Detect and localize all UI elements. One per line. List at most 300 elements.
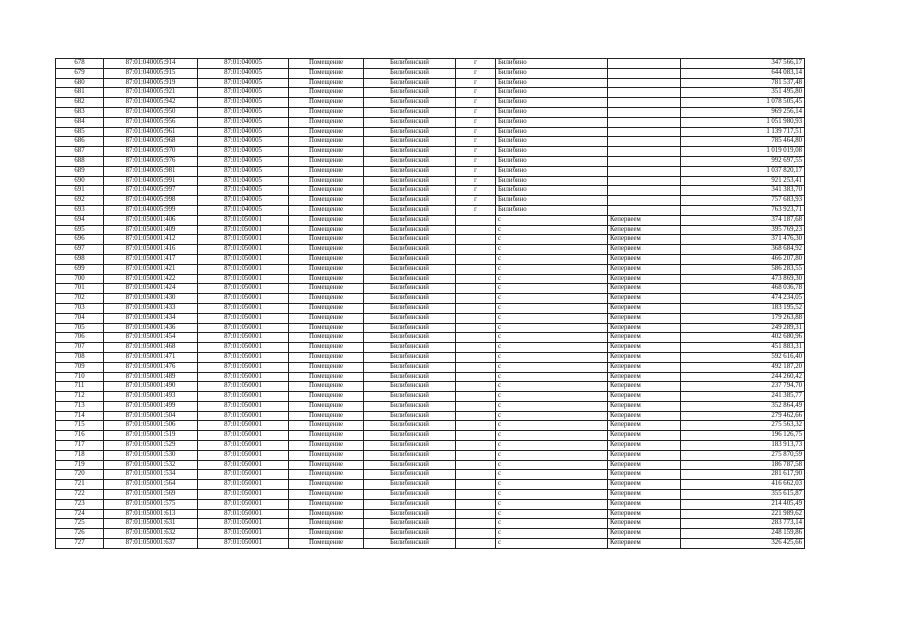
village-name-cell: Кепервеем xyxy=(608,362,681,372)
cadastral-number-cell: 87:01:050001:417 xyxy=(104,254,198,264)
cadastral-value-cell: 644 083,14 xyxy=(681,68,805,78)
cadastral-value-cell: 451 883,31 xyxy=(681,343,805,353)
cadastral-number-cell: 87:01:040005:991 xyxy=(104,176,198,186)
row-number-cell: 711 xyxy=(56,382,104,392)
district-cell: Билибинский xyxy=(364,392,456,402)
cadastral-quarter-cell: 87:01:040005 xyxy=(198,78,289,88)
row-number-cell: 685 xyxy=(56,127,104,137)
village-name-cell: Кепервеем xyxy=(608,431,681,441)
settlement-type-city-cell xyxy=(456,323,496,333)
row-number-cell: 684 xyxy=(56,117,104,127)
village-name-cell xyxy=(608,176,681,186)
cadastral-value-cell: 969 256,14 xyxy=(681,107,805,117)
object-type-cell: Помещение xyxy=(289,88,364,98)
cadastral-value-cell: 992 697,55 xyxy=(681,156,805,166)
settlement-name-city-cell: с xyxy=(496,372,608,382)
village-name-cell: Кепервеем xyxy=(608,509,681,519)
cadastral-quarter-cell: 87:01:050001 xyxy=(198,392,289,402)
settlement-type-city-cell: г xyxy=(456,166,496,176)
district-cell: Билибинский xyxy=(364,98,456,108)
table-row xyxy=(56,186,805,196)
row-number-cell: 689 xyxy=(56,166,104,176)
settlement-name-city-cell: с xyxy=(496,245,608,255)
cadastral-value-cell: 763 923,71 xyxy=(681,205,805,215)
row-number-cell: 710 xyxy=(56,372,104,382)
settlement-name-city-cell: с xyxy=(496,490,608,500)
settlement-name-city-cell: Билибино xyxy=(496,166,608,176)
cadastral-quarter-cell: 87:01:040005 xyxy=(198,156,289,166)
object-type-cell: Помещение xyxy=(289,245,364,255)
district-cell: Билибинский xyxy=(364,480,456,490)
district-cell: Билибинский xyxy=(364,235,456,245)
object-type-cell: Помещение xyxy=(289,205,364,215)
cadastral-value-cell: 592 616,40 xyxy=(681,352,805,362)
district-cell: Билибинский xyxy=(364,441,456,451)
object-type-cell: Помещение xyxy=(289,529,364,539)
cadastral-value-cell: 1 078 505,45 xyxy=(681,98,805,108)
settlement-name-city-cell: с xyxy=(496,284,608,294)
settlement-type-city-cell xyxy=(456,450,496,460)
cadastral-quarter-cell: 87:01:040005 xyxy=(198,176,289,186)
village-name-cell: Кепервеем xyxy=(608,303,681,313)
cadastral-number-cell: 87:01:050001:613 xyxy=(104,509,198,519)
table-row xyxy=(56,137,805,147)
village-name-cell: Кепервеем xyxy=(608,450,681,460)
cadastral-quarter-cell: 87:01:040005 xyxy=(198,117,289,127)
district-cell: Билибинский xyxy=(364,372,456,382)
district-cell: Билибинский xyxy=(364,450,456,460)
table-row xyxy=(56,107,805,117)
cadastral-value-cell: 326 425,66 xyxy=(681,539,805,549)
cadastral-quarter-cell: 87:01:050001 xyxy=(198,411,289,421)
cadastral-number-cell: 87:01:040005:999 xyxy=(104,205,198,215)
table-row xyxy=(56,98,805,108)
table-row xyxy=(56,499,805,509)
object-type-cell: Помещение xyxy=(289,333,364,343)
settlement-type-city-cell xyxy=(456,382,496,392)
cadastral-value-cell: 586 283,55 xyxy=(681,264,805,274)
row-number-cell: 687 xyxy=(56,147,104,157)
settlement-type-city-cell xyxy=(456,372,496,382)
cadastral-quarter-cell: 87:01:050001 xyxy=(198,303,289,313)
row-number-cell: 690 xyxy=(56,176,104,186)
object-type-cell: Помещение xyxy=(289,225,364,235)
settlement-name-city-cell: с xyxy=(496,313,608,323)
district-cell: Билибинский xyxy=(364,362,456,372)
village-name-cell: Кепервеем xyxy=(608,421,681,431)
settlement-name-city-cell: Билибино xyxy=(496,147,608,157)
table-row xyxy=(56,431,805,441)
row-number-cell: 714 xyxy=(56,411,104,421)
district-cell: Билибинский xyxy=(364,529,456,539)
village-name-cell xyxy=(608,59,681,69)
cadastral-quarter-cell: 87:01:040005 xyxy=(198,166,289,176)
settlement-type-city-cell xyxy=(456,333,496,343)
object-type-cell: Помещение xyxy=(289,117,364,127)
village-name-cell: Кепервеем xyxy=(608,274,681,284)
settlement-type-city-cell xyxy=(456,264,496,274)
village-name-cell: Кепервеем xyxy=(608,333,681,343)
settlement-name-city-cell: Билибино xyxy=(496,176,608,186)
table-row xyxy=(56,147,805,157)
village-name-cell: Кепервеем xyxy=(608,441,681,451)
table-row xyxy=(56,323,805,333)
table-body xyxy=(56,59,805,549)
table-row xyxy=(56,509,805,519)
row-number-cell: 725 xyxy=(56,519,104,529)
village-name-cell: Кепервеем xyxy=(608,264,681,274)
settlement-name-city-cell: Билибино xyxy=(496,127,608,137)
table-row xyxy=(56,156,805,166)
row-number-cell: 721 xyxy=(56,480,104,490)
row-number-cell: 696 xyxy=(56,235,104,245)
cadastral-quarter-cell: 87:01:050001 xyxy=(198,441,289,451)
settlement-type-city-cell xyxy=(456,362,496,372)
village-name-cell: Кепервеем xyxy=(608,323,681,333)
cadastral-number-cell: 87:01:040005:921 xyxy=(104,88,198,98)
cadastral-quarter-cell: 87:01:050001 xyxy=(198,264,289,274)
cadastral-number-cell: 87:01:050001:471 xyxy=(104,352,198,362)
village-name-cell: Кепервеем xyxy=(608,382,681,392)
cadastral-quarter-cell: 87:01:050001 xyxy=(198,323,289,333)
district-cell: Билибинский xyxy=(364,147,456,157)
cadastral-number-cell: 87:01:050001:489 xyxy=(104,372,198,382)
cadastral-value-cell: 785 464,80 xyxy=(681,137,805,147)
settlement-name-city-cell: с xyxy=(496,519,608,529)
cadastral-number-cell: 87:01:050001:416 xyxy=(104,245,198,255)
row-number-cell: 682 xyxy=(56,98,104,108)
settlement-type-city-cell xyxy=(456,539,496,549)
village-name-cell: Кепервеем xyxy=(608,254,681,264)
village-name-cell xyxy=(608,147,681,157)
cadastral-value-cell: 351 495,80 xyxy=(681,88,805,98)
village-name-cell: Кепервеем xyxy=(608,215,681,225)
settlement-type-city-cell xyxy=(456,284,496,294)
district-cell: Билибинский xyxy=(364,284,456,294)
settlement-name-city-cell: с xyxy=(496,421,608,431)
settlement-name-city-cell: с xyxy=(496,401,608,411)
cadastral-value-cell: 248 159,86 xyxy=(681,529,805,539)
district-cell: Билибинский xyxy=(364,264,456,274)
village-name-cell: Кепервеем xyxy=(608,225,681,235)
cadastral-quarter-cell: 87:01:050001 xyxy=(198,519,289,529)
object-type-cell: Помещение xyxy=(289,186,364,196)
table-row xyxy=(56,519,805,529)
table-row xyxy=(56,284,805,294)
table-row xyxy=(56,254,805,264)
settlement-type-city-cell: г xyxy=(456,78,496,88)
object-type-cell: Помещение xyxy=(289,382,364,392)
village-name-cell xyxy=(608,107,681,117)
settlement-name-city-cell: с xyxy=(496,352,608,362)
cadastral-number-cell: 87:01:050001:421 xyxy=(104,264,198,274)
district-cell: Билибинский xyxy=(364,156,456,166)
village-name-cell xyxy=(608,78,681,88)
district-cell: Билибинский xyxy=(364,294,456,304)
settlement-name-city-cell: Билибино xyxy=(496,117,608,127)
cadastral-value-cell: 1 019 019,08 xyxy=(681,147,805,157)
cadastral-value-cell: 179 263,88 xyxy=(681,313,805,323)
table-row xyxy=(56,313,805,323)
cadastral-number-cell: 87:01:050001:490 xyxy=(104,382,198,392)
cadastral-value-cell: 374 187,68 xyxy=(681,215,805,225)
table-row xyxy=(56,303,805,313)
cadastral-quarter-cell: 87:01:040005 xyxy=(198,186,289,196)
cadastral-value-cell: 402 680,96 xyxy=(681,333,805,343)
row-number-cell: 724 xyxy=(56,509,104,519)
cadastral-value-cell: 283 773,14 xyxy=(681,519,805,529)
cadastral-quarter-cell: 87:01:040005 xyxy=(198,107,289,117)
row-number-cell: 726 xyxy=(56,529,104,539)
object-type-cell: Помещение xyxy=(289,215,364,225)
row-number-cell: 700 xyxy=(56,274,104,284)
table-row xyxy=(56,264,805,274)
settlement-type-city-cell: г xyxy=(456,137,496,147)
cadastral-quarter-cell: 87:01:050001 xyxy=(198,254,289,264)
cadastral-value-cell: 237 794,70 xyxy=(681,382,805,392)
settlement-name-city-cell: Билибино xyxy=(496,68,608,78)
settlement-type-city-cell xyxy=(456,480,496,490)
cadastral-quarter-cell: 87:01:050001 xyxy=(198,284,289,294)
table-row xyxy=(56,88,805,98)
cadastral-quarter-cell: 87:01:050001 xyxy=(198,450,289,460)
district-cell: Билибинский xyxy=(364,421,456,431)
cadastral-quarter-cell: 87:01:050001 xyxy=(198,539,289,549)
cadastral-number-cell: 87:01:050001:564 xyxy=(104,480,198,490)
table-row xyxy=(56,490,805,500)
object-type-cell: Помещение xyxy=(289,176,364,186)
cadastral-quarter-cell: 87:01:050001 xyxy=(198,421,289,431)
settlement-type-city-cell: г xyxy=(456,176,496,186)
settlement-name-city-cell: с xyxy=(496,225,608,235)
row-number-cell: 692 xyxy=(56,196,104,206)
settlement-name-city-cell: с xyxy=(496,362,608,372)
district-cell: Билибинский xyxy=(364,274,456,284)
object-type-cell: Помещение xyxy=(289,313,364,323)
cadastral-quarter-cell: 87:01:050001 xyxy=(198,401,289,411)
cadastral-number-cell: 87:01:050001:637 xyxy=(104,539,198,549)
cadastral-value-cell: 241 385,77 xyxy=(681,392,805,402)
district-cell: Билибинский xyxy=(364,215,456,225)
row-number-cell: 719 xyxy=(56,460,104,470)
district-cell: Билибинский xyxy=(364,245,456,255)
cadastral-number-cell: 87:01:040005:919 xyxy=(104,78,198,88)
district-cell: Билибинский xyxy=(364,117,456,127)
object-type-cell: Помещение xyxy=(289,450,364,460)
settlement-name-city-cell: Билибино xyxy=(496,98,608,108)
table-row xyxy=(56,127,805,137)
row-number-cell: 708 xyxy=(56,352,104,362)
object-type-cell: Помещение xyxy=(289,107,364,117)
village-name-cell: Кепервеем xyxy=(608,343,681,353)
village-name-cell: Кепервеем xyxy=(608,539,681,549)
table-row xyxy=(56,333,805,343)
village-name-cell: Кепервеем xyxy=(608,313,681,323)
row-number-cell: 691 xyxy=(56,186,104,196)
row-number-cell: 681 xyxy=(56,88,104,98)
village-name-cell: Кепервеем xyxy=(608,480,681,490)
settlement-name-city-cell: Билибино xyxy=(496,196,608,206)
settlement-type-city-cell: г xyxy=(456,127,496,137)
object-type-cell: Помещение xyxy=(289,303,364,313)
object-type-cell: Помещение xyxy=(289,274,364,284)
cadastral-quarter-cell: 87:01:050001 xyxy=(198,431,289,441)
cadastral-number-cell: 87:01:040005:914 xyxy=(104,59,198,69)
settlement-type-city-cell xyxy=(456,274,496,284)
table-row xyxy=(56,117,805,127)
settlement-type-city-cell xyxy=(456,215,496,225)
cadastral-value-cell: 183 913,73 xyxy=(681,441,805,451)
cadastral-quarter-cell: 87:01:050001 xyxy=(198,470,289,480)
cadastral-value-cell: 1 139 717,51 xyxy=(681,127,805,137)
cadastral-number-cell: 87:01:040005:981 xyxy=(104,166,198,176)
cadastral-quarter-cell: 87:01:050001 xyxy=(198,215,289,225)
village-name-cell xyxy=(608,68,681,78)
village-name-cell: Кепервеем xyxy=(608,352,681,362)
cadastral-number-cell: 87:01:050001:468 xyxy=(104,343,198,353)
row-number-cell: 709 xyxy=(56,362,104,372)
cadastral-value-cell: 352 864,49 xyxy=(681,401,805,411)
cadastral-number-cell: 87:01:050001:406 xyxy=(104,215,198,225)
row-number-cell: 716 xyxy=(56,431,104,441)
village-name-cell: Кепервеем xyxy=(608,235,681,245)
object-type-cell: Помещение xyxy=(289,59,364,69)
object-type-cell: Помещение xyxy=(289,98,364,108)
village-name-cell: Кепервеем xyxy=(608,392,681,402)
settlement-name-city-cell: с xyxy=(496,480,608,490)
settlement-type-city-cell xyxy=(456,421,496,431)
district-cell: Билибинский xyxy=(364,343,456,353)
village-name-cell xyxy=(608,127,681,137)
cadastral-number-cell: 87:01:050001:499 xyxy=(104,401,198,411)
cadastral-number-cell: 87:01:050001:529 xyxy=(104,441,198,451)
cadastral-number-cell: 87:01:050001:493 xyxy=(104,392,198,402)
table-row xyxy=(56,59,805,69)
village-name-cell xyxy=(608,156,681,166)
cadastral-number-cell: 87:01:050001:534 xyxy=(104,470,198,480)
table-row xyxy=(56,392,805,402)
object-type-cell: Помещение xyxy=(289,352,364,362)
row-number-cell: 706 xyxy=(56,333,104,343)
object-type-cell: Помещение xyxy=(289,480,364,490)
table-row xyxy=(56,411,805,421)
village-name-cell xyxy=(608,98,681,108)
cadastral-value-cell: 196 126,75 xyxy=(681,431,805,441)
settlement-name-city-cell: Билибино xyxy=(496,137,608,147)
cadastral-number-cell: 87:01:050001:504 xyxy=(104,411,198,421)
village-name-cell: Кепервеем xyxy=(608,401,681,411)
village-name-cell xyxy=(608,186,681,196)
cadastral-number-cell: 87:01:040005:950 xyxy=(104,107,198,117)
row-number-cell: 703 xyxy=(56,303,104,313)
settlement-type-city-cell: г xyxy=(456,98,496,108)
table-row xyxy=(56,274,805,284)
table-row xyxy=(56,352,805,362)
cadastral-value-cell: 341 383,70 xyxy=(681,186,805,196)
settlement-name-city-cell: Билибино xyxy=(496,88,608,98)
table-row xyxy=(56,78,805,88)
settlement-name-city-cell: с xyxy=(496,303,608,313)
settlement-type-city-cell: г xyxy=(456,205,496,215)
settlement-type-city-cell xyxy=(456,303,496,313)
cadastral-value-cell: 281 617,90 xyxy=(681,470,805,480)
settlement-type-city-cell xyxy=(456,313,496,323)
district-cell: Билибинский xyxy=(364,333,456,343)
cadastral-number-cell: 87:01:050001:412 xyxy=(104,235,198,245)
cadastral-number-cell: 87:01:050001:436 xyxy=(104,323,198,333)
row-number-cell: 688 xyxy=(56,156,104,166)
settlement-type-city-cell xyxy=(456,460,496,470)
table-row xyxy=(56,294,805,304)
table-row xyxy=(56,441,805,451)
cadastral-value-cell: 1 037 820,17 xyxy=(681,166,805,176)
district-cell: Билибинский xyxy=(364,59,456,69)
cadastral-value-cell: 275 563,32 xyxy=(681,421,805,431)
settlement-name-city-cell: с xyxy=(496,382,608,392)
settlement-name-city-cell: с xyxy=(496,392,608,402)
table-row xyxy=(56,205,805,215)
settlement-type-city-cell: г xyxy=(456,156,496,166)
settlement-type-city-cell xyxy=(456,519,496,529)
cadastral-number-cell: 87:01:040005:998 xyxy=(104,196,198,206)
district-cell: Билибинский xyxy=(364,509,456,519)
village-name-cell: Кепервеем xyxy=(608,490,681,500)
district-cell: Билибинский xyxy=(364,186,456,196)
cadastral-quarter-cell: 87:01:050001 xyxy=(198,352,289,362)
table-row xyxy=(56,382,805,392)
settlement-type-city-cell xyxy=(456,245,496,255)
cadastral-quarter-cell: 87:01:040005 xyxy=(198,196,289,206)
settlement-type-city-cell xyxy=(456,529,496,539)
district-cell: Билибинский xyxy=(364,499,456,509)
object-type-cell: Помещение xyxy=(289,392,364,402)
cadastral-quarter-cell: 87:01:050001 xyxy=(198,509,289,519)
settlement-name-city-cell: с xyxy=(496,441,608,451)
district-cell: Билибинский xyxy=(364,254,456,264)
row-number-cell: 704 xyxy=(56,313,104,323)
object-type-cell: Помещение xyxy=(289,539,364,549)
object-type-cell: Помещение xyxy=(289,156,364,166)
object-type-cell: Помещение xyxy=(289,362,364,372)
table-row xyxy=(56,245,805,255)
settlement-name-city-cell: Билибино xyxy=(496,107,608,117)
object-type-cell: Помещение xyxy=(289,127,364,137)
object-type-cell: Помещение xyxy=(289,235,364,245)
cadastral-value-cell: 368 684,92 xyxy=(681,245,805,255)
settlement-name-city-cell: Билибино xyxy=(496,205,608,215)
cadastral-quarter-cell: 87:01:050001 xyxy=(198,490,289,500)
cadastral-value-cell: 183 195,52 xyxy=(681,303,805,313)
cadastral-number-cell: 87:01:040005:961 xyxy=(104,127,198,137)
settlement-name-city-cell: с xyxy=(496,215,608,225)
row-number-cell: 679 xyxy=(56,68,104,78)
district-cell: Билибинский xyxy=(364,352,456,362)
table-row xyxy=(56,196,805,206)
cadastral-value-table xyxy=(55,58,805,549)
district-cell: Билибинский xyxy=(364,303,456,313)
cadastral-quarter-cell: 87:01:050001 xyxy=(198,499,289,509)
row-number-cell: 702 xyxy=(56,294,104,304)
cadastral-quarter-cell: 87:01:050001 xyxy=(198,333,289,343)
village-name-cell: Кепервеем xyxy=(608,470,681,480)
object-type-cell: Помещение xyxy=(289,431,364,441)
settlement-name-city-cell: с xyxy=(496,254,608,264)
settlement-type-city-cell xyxy=(456,225,496,235)
cadastral-value-cell: 249 289,31 xyxy=(681,323,805,333)
row-number-cell: 707 xyxy=(56,343,104,353)
district-cell: Билибинский xyxy=(364,78,456,88)
row-number-cell: 722 xyxy=(56,490,104,500)
